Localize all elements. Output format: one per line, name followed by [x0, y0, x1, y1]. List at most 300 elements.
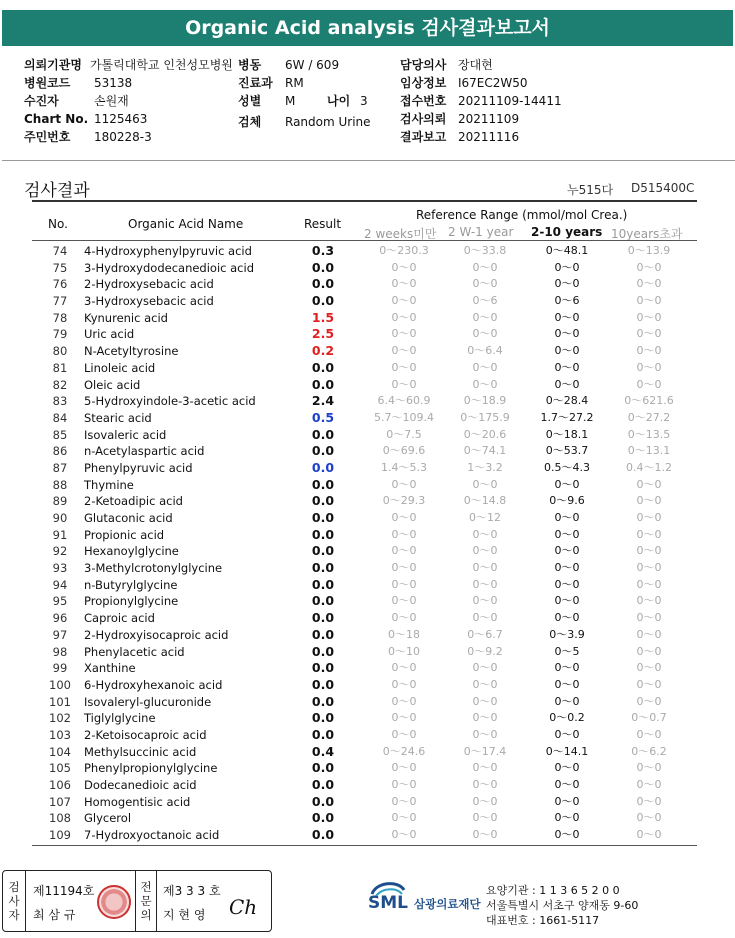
row-acid-name: Stearic acid — [84, 410, 152, 425]
sex-label: 성별 — [238, 94, 262, 108]
table-bottom-border — [32, 845, 697, 846]
table-row — [32, 393, 697, 410]
row-range-10y: 0～0 — [554, 377, 580, 391]
row-range-over10: 0.4～1.2 — [626, 460, 672, 474]
row-acid-name: Xanthine — [84, 661, 136, 676]
row-range-1y: 0～0 — [472, 661, 498, 675]
row-range-2w: 0～0 — [391, 594, 417, 608]
row-no: 87 — [52, 460, 68, 475]
row-acid-name: Linoleic acid — [84, 360, 156, 375]
row-range-10y: 0～9.6 — [549, 494, 585, 508]
row-range-10y: 0～0 — [554, 360, 580, 374]
specialist-label: 전 문 의 — [140, 880, 152, 922]
row-no: 102 — [49, 711, 71, 726]
table-row — [32, 560, 697, 577]
row-acid-name: 4-Hydroxyphenylpyruvic acid — [84, 244, 252, 258]
row-acid-name: Caproic acid — [84, 611, 155, 626]
row-range-over10: 0～6.2 — [631, 744, 667, 758]
header-range-10y: 2-10 years — [531, 225, 603, 239]
row-acid-name: Phenylacetic acid — [84, 644, 185, 659]
specialist-name: 지 현 영 — [163, 908, 206, 922]
row-acid-name: Phenylpyruvic acid — [84, 460, 193, 475]
row-range-2w: 0～0 — [391, 327, 417, 341]
row-range-1y: 0～0 — [472, 677, 498, 691]
seal-icon — [97, 885, 131, 919]
row-range-2w: 0～0 — [391, 527, 417, 541]
table-row — [32, 243, 697, 260]
row-range-2w: 0～0 — [391, 611, 417, 625]
row-range-2w: 0～24.6 — [382, 744, 426, 758]
table-row — [32, 760, 697, 777]
row-range-2w: 0～0 — [391, 694, 417, 708]
row-result: 0.0 — [311, 376, 335, 392]
row-range-10y: 0～0 — [554, 310, 580, 324]
row-acid-name: 2-Hydroxysebacic acid — [84, 277, 214, 292]
row-acid-name: n-Butyrylglycine — [84, 577, 178, 592]
row-range-1y: 0～12 — [469, 511, 501, 524]
row-range-over10: 0～13.9 — [627, 244, 671, 257]
row-no: 89 — [52, 494, 68, 509]
row-result: 2.5 — [311, 326, 335, 342]
row-range-1y: 0～0 — [472, 260, 498, 274]
row-range-10y: 0～0 — [554, 828, 580, 842]
row-range-1y: 0～0 — [472, 527, 498, 541]
row-range-over10: 0～0 — [636, 794, 662, 808]
row-range-over10: 0～0 — [636, 577, 662, 591]
row-result: 0.0 — [311, 476, 335, 492]
row-result: 0.0 — [311, 426, 335, 442]
row-acid-name: 2-Ketoisocaproic acid — [84, 727, 207, 742]
row-result: 0.0 — [311, 459, 335, 475]
row-result: 0.0 — [311, 576, 335, 592]
row-range-10y: 0～53.7 — [545, 444, 589, 458]
table-row — [32, 527, 697, 544]
row-range-10y: 0～0 — [554, 561, 580, 575]
row-range-1y: 0～74.1 — [463, 444, 507, 458]
row-range-10y: 0～0 — [554, 794, 580, 808]
inspector-label: 검 사 자 — [8, 880, 20, 922]
section-title: 검사결과 — [24, 181, 90, 201]
row-range-10y: 0～0 — [554, 761, 580, 775]
row-range-2w: 0～0 — [391, 477, 417, 491]
row-range-over10: 0～27.2 — [627, 410, 671, 424]
row-range-1y: 0～33.8 — [463, 244, 507, 257]
table-row — [32, 276, 697, 293]
row-range-2w: 0～69.6 — [382, 444, 426, 458]
row-range-1y: 0～0 — [472, 561, 498, 575]
row-range-1y: 0～0 — [472, 694, 498, 708]
info-row-chart-no: Chart No. 1125463 — [24, 112, 148, 126]
row-range-10y: 0～0 — [554, 727, 580, 741]
header-result: Result — [304, 217, 342, 231]
row-no: 93 — [52, 561, 68, 576]
row-range-2w: 0～0 — [391, 661, 417, 675]
row-no: 81 — [52, 360, 68, 375]
org-address: 서울특별시 서초구 양재동 9-60 — [486, 899, 639, 912]
row-acid-name: Isovaleryl-glucuronide — [84, 694, 212, 709]
row-no: 84 — [52, 410, 68, 425]
table-row — [32, 477, 697, 494]
row-range-1y: 0～0 — [472, 277, 498, 291]
row-range-1y: 0～0 — [472, 727, 498, 741]
row-result: 0.0 — [311, 676, 335, 692]
row-acid-name: Homogentisic acid — [84, 794, 191, 809]
row-range-10y: 0～0 — [554, 511, 580, 524]
row-range-over10: 0～0 — [636, 627, 662, 641]
row-range-1y: 0～20.6 — [463, 427, 507, 441]
row-acid-name: 3-Hydroxysebacic acid — [84, 294, 214, 309]
row-no: 98 — [52, 644, 68, 659]
row-range-over10: 0～0 — [636, 360, 662, 374]
org-phone: 대표번호 : 1661-5117 — [486, 914, 600, 927]
row-range-10y: 0～0 — [554, 778, 580, 791]
row-range-2w: 0～0 — [391, 260, 417, 274]
row-acid-name: Hexanoylglycine — [84, 544, 179, 559]
row-range-1y: 0～6.4 — [467, 344, 503, 358]
row-acid-name: Oleic acid — [84, 377, 141, 392]
row-range-10y: 1.7～27.2 — [540, 410, 594, 424]
row-acid-name: Thymine — [84, 477, 134, 492]
table-row — [32, 260, 697, 277]
row-acid-name: 7-Hydroxyoctanoic acid — [84, 828, 220, 843]
row-acid-name: Glutaconic acid — [84, 511, 173, 525]
row-range-2w: 0～0 — [391, 294, 417, 308]
table-row — [32, 410, 697, 427]
row-range-1y: 0～0 — [472, 310, 498, 324]
header-ref-range: Reference Range (mmol/mol Crea.) — [416, 208, 628, 222]
row-range-over10: 0～0 — [636, 327, 662, 341]
row-no: 100 — [49, 677, 71, 692]
row-acid-name: 2-Ketoadipic acid — [84, 494, 183, 509]
row-result: 0.0 — [311, 777, 335, 792]
row-no: 79 — [52, 327, 68, 342]
row-result: 0.0 — [311, 443, 335, 459]
row-range-1y: 0～0 — [472, 477, 498, 491]
sex-value: M — [285, 94, 296, 108]
row-acid-name: Propionylglycine — [84, 594, 179, 609]
footer — [2, 870, 733, 932]
row-result: 0.0 — [311, 526, 335, 542]
row-range-2w: 0～0 — [391, 277, 417, 291]
org-name: 삼광의료재단 — [414, 897, 481, 911]
row-range-2w: 0～0 — [391, 761, 417, 775]
row-acid-name: Uric acid — [84, 327, 135, 342]
row-no: 78 — [52, 310, 68, 325]
row-range-2w: 0～0 — [391, 828, 417, 842]
table-row — [32, 326, 697, 343]
table-header-border — [32, 240, 697, 241]
row-no: 77 — [52, 294, 68, 309]
header-range-over10: 10years초과 — [611, 227, 683, 241]
table-top-border — [32, 200, 697, 202]
table-row — [32, 577, 697, 594]
row-range-10y: 0～28.4 — [545, 394, 589, 408]
table-row — [32, 794, 697, 811]
row-range-2w: 0～0 — [391, 794, 417, 808]
row-range-1y: 0～0 — [472, 360, 498, 374]
row-no: 86 — [52, 444, 68, 459]
row-range-over10: 0～0.7 — [631, 711, 667, 725]
row-range-10y: 0～6 — [554, 294, 580, 308]
row-result: 0.0 — [311, 827, 335, 843]
dept-label: 진료과 — [238, 76, 273, 90]
row-range-10y: 0～0 — [554, 661, 580, 675]
row-range-10y: 0～0 — [554, 544, 580, 558]
row-range-10y: 0～0 — [554, 677, 580, 691]
row-range-10y: 0～3.9 — [549, 627, 585, 641]
row-range-over10: 0～0 — [636, 527, 662, 541]
table-row — [32, 610, 697, 627]
row-result: 0.0 — [311, 510, 335, 525]
header-no: No. — [48, 217, 68, 231]
row-acid-name: Phenylpropionylglycine — [84, 761, 218, 776]
age-label: 나이 — [327, 94, 351, 108]
row-result: 0.0 — [311, 626, 335, 642]
row-range-2w: 0～0 — [391, 344, 417, 358]
row-no: 95 — [52, 594, 68, 609]
info-left — [24, 56, 233, 146]
row-range-over10: 0～0 — [636, 310, 662, 324]
age-value: 3 — [360, 94, 368, 108]
row-no: 104 — [49, 744, 71, 759]
row-range-10y: 0～0 — [554, 694, 580, 708]
row-range-over10: 0～0 — [636, 828, 662, 842]
row-result: 2.4 — [311, 393, 335, 409]
row-no: 96 — [52, 611, 68, 626]
row-no: 105 — [49, 761, 71, 776]
table-row — [32, 627, 697, 644]
row-acid-name: 2-Hydroxyisocaproic acid — [84, 627, 229, 642]
ward-value: 6W / 609 — [285, 58, 340, 72]
row-range-2w: 0～7.5 — [386, 427, 422, 441]
info-row-patient: 수진자 손원재 — [24, 94, 129, 108]
row-range-1y: 1～3.2 — [467, 460, 503, 474]
row-result: 0.0 — [311, 693, 335, 709]
row-result: 0.5 — [311, 409, 335, 425]
row-no: 80 — [52, 344, 68, 359]
row-result: 0.0 — [311, 259, 335, 275]
row-acid-name: 3-Hydroxydodecanedioic acid — [84, 260, 255, 275]
row-range-1y: 0～0 — [472, 794, 498, 808]
row-range-10y: 0.5～4.3 — [544, 460, 590, 474]
ref-code-2: D515400C — [631, 181, 695, 195]
row-acid-name: Tiglylglycine — [84, 711, 156, 726]
row-range-over10: 0～0 — [636, 344, 662, 358]
row-range-1y: 0～18.9 — [463, 394, 507, 408]
row-range-10y: 0～48.1 — [545, 244, 589, 257]
row-range-over10: 0～0 — [636, 561, 662, 575]
row-range-2w: 0～0 — [391, 727, 417, 741]
row-range-2w: 0～10 — [388, 644, 420, 658]
table-row — [32, 460, 697, 477]
row-range-over10: 0～0 — [636, 494, 662, 508]
row-range-1y: 0～0 — [472, 577, 498, 591]
table-row — [32, 377, 697, 394]
row-range-over10: 0～13.5 — [627, 427, 671, 441]
row-range-2w: 0～0 — [391, 360, 417, 374]
inspector-license: 제11194호 — [33, 884, 95, 898]
row-range-over10: 0～0 — [636, 511, 662, 524]
row-range-10y: 0～0 — [554, 477, 580, 491]
row-no: 91 — [52, 527, 68, 542]
row-range-2w: 0～230.3 — [379, 244, 429, 257]
row-result: 0.0 — [311, 810, 335, 826]
table-row — [32, 644, 697, 661]
row-result: 0.2 — [311, 343, 335, 359]
row-result: 0.0 — [311, 760, 335, 776]
row-result: 0.0 — [311, 593, 335, 609]
row-range-1y: 0～0 — [472, 828, 498, 842]
row-range-2w: 0～0 — [391, 561, 417, 575]
row-no: 90 — [52, 511, 68, 525]
row-range-1y: 0～14.8 — [463, 494, 507, 508]
row-range-1y: 0～6 — [472, 294, 498, 308]
row-no: 106 — [49, 778, 71, 792]
row-no: 75 — [52, 260, 68, 275]
row-result: 0.0 — [311, 610, 335, 626]
row-range-2w: 6.4～60.9 — [377, 394, 431, 408]
row-range-10y: 0～0 — [554, 527, 580, 541]
table-row — [32, 660, 697, 677]
row-range-10y: 0～0.2 — [549, 711, 585, 725]
row-range-over10: 0～0 — [636, 611, 662, 625]
table-row — [32, 777, 697, 794]
row-range-over10: 0～13.1 — [627, 444, 671, 458]
row-range-1y: 0～0 — [472, 327, 498, 341]
row-acid-name: 3-Methylcrotonylglycine — [84, 561, 223, 576]
header-range-1y: 2 W-1 year — [448, 225, 514, 239]
row-result: 0.0 — [311, 726, 335, 742]
info-row-resident-no: 주민번호 180228-3 — [24, 130, 152, 144]
row-range-1y: 0～0 — [472, 778, 498, 791]
row-no: 83 — [52, 394, 68, 409]
table-row — [32, 427, 697, 444]
row-no: 82 — [52, 377, 68, 392]
table-row — [32, 694, 697, 711]
row-range-over10: 0～0 — [636, 694, 662, 708]
row-no: 108 — [49, 811, 71, 826]
table-row — [32, 593, 697, 610]
specialist-license: 제3 3 3 호 — [163, 884, 221, 898]
row-range-1y: 0～6.7 — [467, 627, 503, 641]
table-row — [32, 293, 697, 310]
report-title: Organic Acid analysis 검사결과보고서 — [2, 10, 733, 46]
row-acid-name: Glycerol — [84, 811, 132, 826]
row-range-2w: 0～0 — [391, 577, 417, 591]
table-row — [32, 677, 697, 694]
row-range-2w: 0～0 — [391, 310, 417, 324]
row-range-1y: 0～0 — [472, 711, 498, 725]
row-no: 88 — [52, 477, 68, 492]
row-range-1y: 0～0 — [472, 761, 498, 775]
divider — [2, 160, 735, 161]
row-no: 94 — [52, 577, 68, 592]
row-acid-name: N-Acetyltyrosine — [84, 344, 179, 359]
info-mid — [238, 56, 371, 129]
ref-code-1: 누515다 — [567, 183, 614, 197]
row-range-10y: 0～5 — [554, 644, 580, 658]
row-result: 0.0 — [311, 560, 335, 576]
row-range-10y: 0～0 — [554, 260, 580, 274]
row-range-over10: 0～0 — [636, 644, 662, 658]
dept-value: RM — [285, 76, 304, 90]
row-acid-name: 6-Hydroxyhexanoic acid — [84, 677, 223, 692]
row-no: 99 — [52, 661, 68, 676]
row-no: 109 — [49, 828, 71, 843]
specimen-label: 검체 — [238, 115, 262, 129]
row-no: 76 — [52, 277, 68, 292]
row-range-10y: 0～0 — [554, 811, 580, 825]
row-range-2w: 0～0 — [391, 377, 417, 391]
table-row — [32, 543, 697, 560]
row-range-1y: 0～17.4 — [463, 744, 507, 758]
row-range-1y: 0～0 — [472, 611, 498, 625]
row-range-2w: 5.7～109.4 — [374, 410, 434, 424]
table-row — [32, 510, 697, 527]
row-range-1y: 0～175.9 — [460, 410, 510, 424]
row-range-10y: 0～0 — [554, 327, 580, 341]
header-range-2w: 2 weeks미만 — [364, 227, 437, 241]
row-range-1y: 0～0 — [472, 594, 498, 608]
row-range-1y: 0～0 — [472, 544, 498, 558]
row-range-over10: 0～0 — [636, 761, 662, 775]
row-no: 107 — [49, 794, 71, 809]
row-range-1y: 0～9.2 — [467, 644, 503, 658]
table-row — [32, 827, 697, 844]
row-result: 0.3 — [311, 243, 335, 258]
row-range-2w: 0～0 — [391, 778, 417, 791]
info-row-institution: 의뢰기관명 가톨릭대학교 인천성모병원 — [24, 58, 233, 72]
table-row — [32, 310, 697, 327]
row-range-10y: 0～0 — [554, 344, 580, 358]
row-range-10y: 0～18.1 — [545, 427, 589, 441]
row-range-over10: 0～0 — [636, 811, 662, 825]
row-result: 0.0 — [311, 543, 335, 559]
row-range-over10: 0～0 — [636, 477, 662, 491]
row-result: 0.0 — [311, 293, 335, 309]
row-result: 0.0 — [311, 643, 335, 659]
sml-logo-text: SML — [368, 893, 408, 913]
row-result: 0.4 — [311, 743, 335, 759]
row-no: 103 — [49, 727, 71, 742]
row-range-2w: 0～0 — [391, 511, 417, 524]
row-result: 0.0 — [311, 359, 335, 375]
row-no: 85 — [52, 427, 68, 442]
row-range-over10: 0～0 — [636, 544, 662, 558]
row-range-2w: 0～0 — [391, 677, 417, 691]
header-name: Organic Acid Name — [128, 217, 244, 231]
row-range-10y: 0～0 — [554, 277, 580, 291]
row-range-2w: 0～0 — [391, 711, 417, 725]
row-no: 101 — [49, 694, 71, 709]
inspector-name: 최 삼 규 — [33, 908, 76, 922]
ward-label: 병동 — [238, 58, 262, 72]
table-row — [32, 493, 697, 510]
row-range-1y: 0～0 — [472, 377, 498, 391]
row-range-10y: 0～14.1 — [545, 744, 589, 758]
specimen-value: Random Urine — [285, 115, 371, 129]
row-range-2w: 0～0 — [391, 811, 417, 825]
row-range-2w: 1.4～5.3 — [381, 460, 427, 474]
row-result: 1.5 — [311, 309, 335, 325]
row-range-1y: 0～0 — [472, 811, 498, 825]
row-result: 0.0 — [311, 793, 335, 809]
row-acid-name: n-Acetylaspartic acid — [84, 444, 205, 459]
row-result: 0.0 — [311, 710, 335, 726]
signature-box — [2, 870, 272, 932]
table-row — [32, 727, 697, 744]
row-result: 0.0 — [311, 276, 335, 292]
